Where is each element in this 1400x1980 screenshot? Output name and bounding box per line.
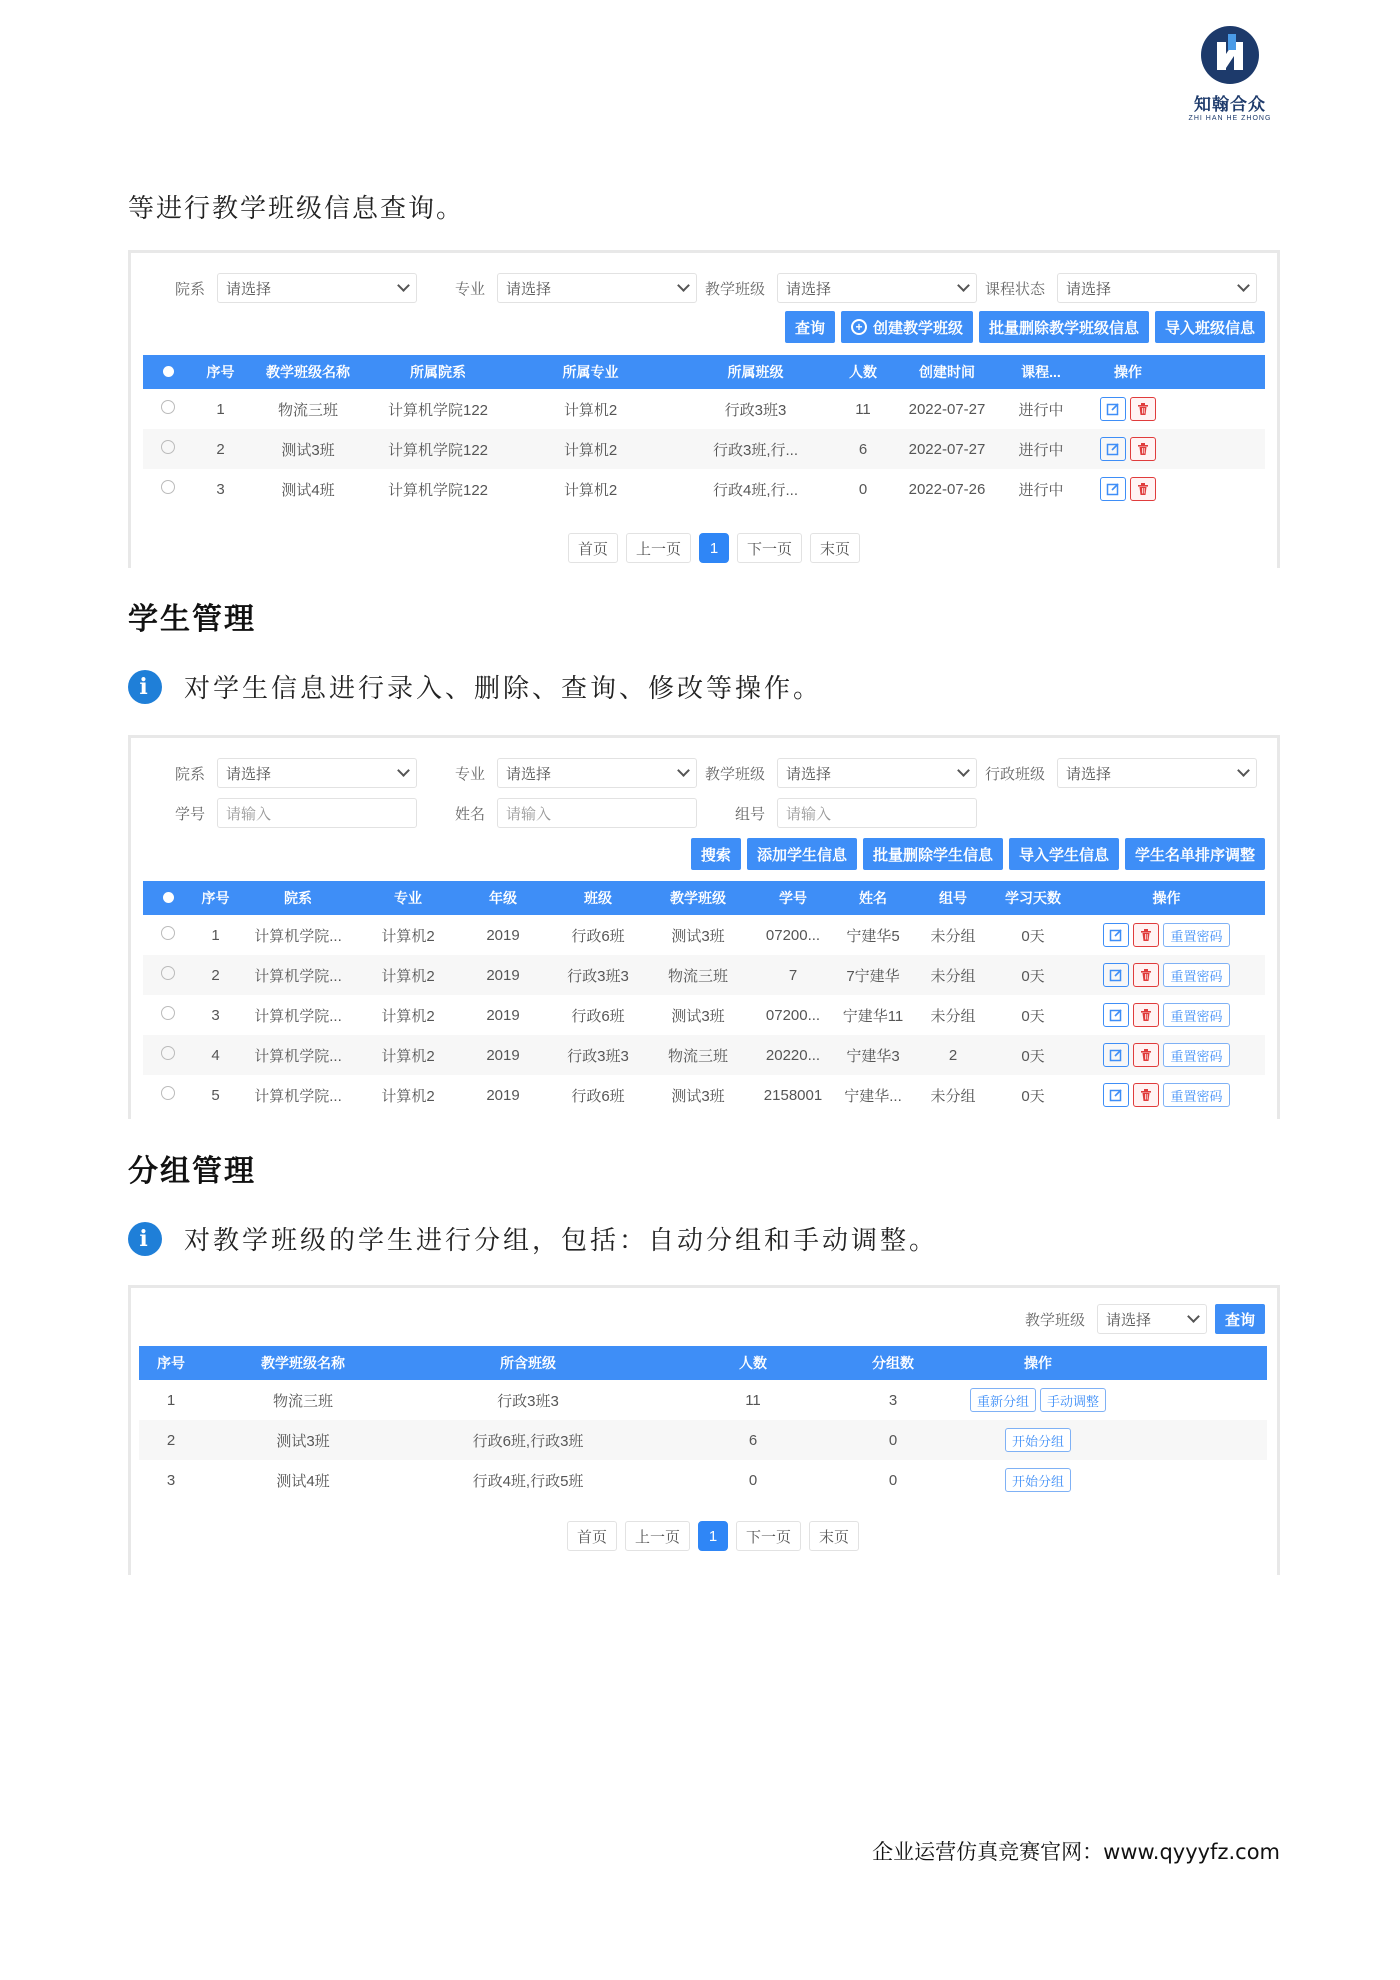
class-query-panel [128,250,1280,568]
student-table-header [143,881,1265,915]
col-header: 教学班级 [670,890,726,906]
row-select-cell [143,966,193,984]
col-header: 学号 [779,890,807,906]
trash-glyph [1139,1008,1153,1022]
department-select-value: 请选择 [226,280,272,298]
row-select-cell [143,1006,193,1024]
delete-icon[interactable] [1130,437,1156,461]
table-row [139,1460,1267,1500]
table-cell: 07200... [765,1006,821,1024]
chevron-down-icon [397,764,410,777]
table-cell: 计算机学院... [254,927,342,945]
table-cell: 3 [166,1471,176,1489]
admin-class-select-value: 请选择 [1066,765,1112,783]
table-cell: 20220... [765,1046,821,1064]
reset-password-button[interactable]: 重置密码 [1163,1043,1229,1067]
logo-name-en: ZHI HAN HE ZHONG [1188,115,1272,122]
table-cell: 计算机学院... [254,1047,342,1065]
row-actions [1068,1043,1265,1067]
table-cell: 未分组 [930,1007,976,1025]
row-actions [1068,1003,1265,1027]
row-select-cell [143,480,193,498]
table-cell: 计算机学院122 [387,481,489,499]
info-icon: i [128,1222,162,1256]
table-cell: 3 [216,480,225,498]
delete-icon[interactable] [1133,1083,1159,1107]
table-cell: 1 [166,1391,176,1409]
table-cell: 11 [855,400,871,418]
class-table-body [143,389,1265,509]
teaching-class-select-value: 请选择 [786,765,832,783]
table-cell: 测试3班 [281,441,335,459]
row-actions [933,1428,1143,1452]
filter-label-major: 专业 [454,280,485,298]
edit-glyph [1109,928,1123,942]
table-cell: 3 [211,1006,220,1024]
table-cell: 未分组 [930,927,976,945]
table-cell: 进行中 [1018,441,1064,459]
table-cell: 2022-07-26 [908,480,986,498]
table-row [143,915,1265,955]
table-cell: 计算机学院... [254,967,342,985]
chevron-down-icon [677,764,690,777]
col-header: 序号 [201,890,230,906]
table-cell: 7宁建华 [846,967,900,985]
admin-class-select[interactable] [1057,758,1257,788]
table-row [143,995,1265,1035]
first-page-button[interactable]: 首页 [567,1521,617,1551]
edit-icon[interactable] [1103,923,1129,947]
edit-icon[interactable] [1103,1083,1129,1107]
table-row [139,1420,1267,1460]
col-header: 教学班级名称 [261,1355,345,1371]
filter-label-admin-class: 行政班级 [984,765,1045,783]
filter-label-department: 院系 [174,280,205,298]
teaching-class-select[interactable] [1097,1304,1207,1334]
col-header: 院系 [284,890,312,906]
table-cell: 宁建华11 [842,1007,904,1025]
select-all-dot[interactable] [143,364,193,380]
table-cell: 测试3班 [671,927,725,945]
group-action-button[interactable]: 开始分组 [1005,1468,1071,1492]
trash-glyph [1139,1048,1153,1062]
table-cell: 2019 [486,1006,520,1024]
table-cell: 行政3班3 [567,967,629,985]
row-actions [1068,963,1265,987]
create-class-label: 创建教学班级 [872,319,963,337]
group-table-body [139,1380,1267,1500]
reset-password-button[interactable]: 重置密码 [1163,1003,1229,1027]
table-cell: 计算机2 [381,1047,435,1065]
col-header: 所属班级 [727,364,784,380]
student-note [128,668,822,705]
student-search-button[interactable]: 搜索 [691,838,741,870]
table-cell: 2 [211,966,220,984]
reset-password-button[interactable]: 重置密码 [1163,963,1229,987]
teaching-class-select-value: 请选择 [1105,1311,1151,1329]
table-cell: 测试3班 [671,1087,725,1105]
edit-glyph [1109,968,1123,982]
table-cell: 2 [948,1046,958,1064]
group-pagination [567,1521,859,1551]
trash-glyph [1139,1088,1153,1102]
student-id-input[interactable]: 请输入 [217,798,417,828]
chevron-down-icon [397,279,410,292]
table-row [143,955,1265,995]
edit-icon[interactable] [1100,437,1126,461]
row-radio[interactable] [161,1086,175,1100]
table-cell: 计算机2 [563,441,618,459]
col-header: 学习天数 [1005,890,1061,906]
major-select[interactable] [497,758,697,788]
row-actions [933,1468,1143,1492]
trash-glyph [1136,402,1150,416]
chevron-down-icon [957,764,970,777]
table-cell: 测试4班 [276,1472,330,1490]
trash-glyph [1136,442,1150,456]
first-page-button[interactable]: 首页 [568,533,618,563]
next-page-button[interactable]: 下一页 [737,533,802,563]
trash-glyph [1139,968,1153,982]
table-cell: 2019 [486,926,520,944]
table-cell: 物流三班 [272,1392,333,1410]
table-cell: 计算机学院122 [387,441,489,459]
row-radio[interactable] [161,400,175,414]
table-cell: 行政6班 [571,1087,625,1105]
table-cell: 计算机学院122 [387,401,489,419]
table-cell: 2 [216,440,225,458]
table-cell: 物流三班 [667,967,728,985]
table-row [143,469,1265,509]
student-panel [128,735,1280,1119]
row-radio[interactable] [161,966,175,980]
chevron-down-icon [677,279,690,292]
table-cell: 2022-07-27 [908,400,986,418]
add-student-button[interactable]: 添加学生信息 [747,838,857,870]
group-action-button[interactable]: 重新分组 [970,1388,1036,1412]
edit-glyph [1109,1008,1123,1022]
table-cell: 0天 [1021,1047,1045,1065]
trash-glyph [1139,928,1153,942]
edit-glyph [1106,442,1120,456]
row-actions [1076,397,1180,421]
table-cell: 2022-07-27 [908,440,986,458]
table-cell: 4 [211,1046,220,1064]
table-cell: 2019 [486,966,520,984]
row-actions [1076,477,1180,501]
table-cell: 宁建华3 [846,1047,900,1065]
col-header: 人数 [849,364,877,380]
table-cell: 6 [858,440,868,458]
col-header: 姓名 [859,890,887,906]
course-status-select-value: 请选择 [1066,280,1112,298]
table-cell: 1 [211,926,220,944]
table-cell: 计算机2 [381,967,435,985]
filter-label-teaching-class: 教学班级 [704,765,765,783]
table-cell: 7 [788,966,798,984]
brand-logo [1182,24,1278,124]
table-row [139,1380,1267,1420]
chevron-down-icon [1237,279,1250,292]
table-cell: 计算机2 [381,1087,435,1105]
row-radio[interactable] [161,926,175,940]
table-cell: 0 [888,1431,898,1449]
table-cell: 行政4班,行... [712,481,798,499]
reset-password-button[interactable]: 重置密码 [1163,923,1229,947]
student-table-body [143,915,1265,1115]
table-cell: 行政3班3 [567,1047,629,1065]
reset-password-button[interactable]: 重置密码 [1163,1083,1229,1107]
table-cell: 0天 [1021,967,1045,985]
edit-icon[interactable] [1103,963,1129,987]
class-query-button[interactable]: 查询 [785,311,835,343]
chevron-down-icon [1237,764,1250,777]
row-select-cell [143,926,193,944]
edit-icon[interactable] [1103,1003,1129,1027]
table-cell: 进行中 [1018,481,1064,499]
class-action-buttons [785,311,1265,343]
table-cell: 测试3班 [276,1432,330,1450]
plus-circle-icon: + [851,319,867,335]
table-cell: 计算机2 [563,481,618,499]
table-cell: 行政3班3 [724,401,787,419]
col-header: 序号 [157,1355,185,1371]
group-note [128,1220,938,1257]
edit-icon[interactable] [1100,397,1126,421]
table-cell: 6 [748,1431,758,1449]
table-cell: 行政6班 [571,927,625,945]
department-select[interactable] [217,758,417,788]
batch-delete-student-button[interactable]: 批量删除学生信息 [863,838,1003,870]
table-row [143,389,1265,429]
col-header: 专业 [394,890,422,906]
table-cell: 2158001 [763,1086,823,1104]
class-filter-row [149,273,1257,303]
col-header: 操作 [1024,1355,1052,1371]
col-header: 组号 [939,890,967,906]
table-cell: 计算机2 [563,401,618,419]
group-section-title: 分组管理 [128,1154,256,1189]
student-section-title: 学生管理 [128,602,256,637]
student-filter-row-1 [149,758,1257,788]
filter-label-course-status: 课程状态 [984,280,1045,298]
group-action-button[interactable]: 手动调整 [1040,1388,1106,1412]
edit-glyph [1106,482,1120,496]
delete-icon[interactable] [1133,1003,1159,1027]
table-cell: 行政3班,行... [712,441,798,459]
table-cell: 07200... [765,926,821,944]
prev-page-button[interactable]: 上一页 [626,533,691,563]
table-cell: 0 [888,1471,898,1489]
import-class-button[interactable]: 导入班级信息 [1155,311,1265,343]
edit-icon[interactable] [1103,1043,1129,1067]
student-table [143,881,1265,1115]
row-actions [1068,923,1265,947]
col-header: 操作 [1114,364,1142,380]
student-note-text: 对学生信息进行录入、删除、查询、修改等操作。 [184,674,823,704]
table-cell: 宁建华... [844,1087,902,1105]
major-select-value: 请选择 [506,765,552,783]
table-cell: 测试3班 [671,1007,725,1025]
table-cell: 2019 [486,1046,520,1064]
table-cell: 计算机学院... [254,1007,342,1025]
table-cell: 物流三班 [667,1047,728,1065]
delete-icon[interactable] [1133,923,1159,947]
info-icon: i [128,670,162,704]
next-page-button[interactable]: 下一页 [736,1521,801,1551]
trash-glyph [1136,482,1150,496]
filter-label-major: 专业 [454,765,485,783]
table-cell: 行政3班3 [497,1392,559,1410]
row-select-cell [143,400,193,418]
col-header: 所属院系 [410,364,466,380]
table-row [143,1075,1265,1115]
table-cell: 0天 [1021,1087,1045,1105]
col-header: 序号 [206,364,235,380]
student-action-buttons [691,838,1265,870]
chevron-down-icon [1187,1310,1200,1323]
edit-icon[interactable] [1100,477,1126,501]
current-page-button[interactable]: 1 [698,1521,728,1551]
name-input[interactable]: 请输入 [497,798,697,828]
filter-label-teaching-class: 教学班级 [704,280,765,298]
table-cell: 11 [745,1391,761,1409]
course-status-select[interactable] [1057,273,1257,303]
row-actions [933,1388,1143,1412]
col-header: 创建时间 [919,364,975,380]
table-cell: 物流三班 [277,401,338,419]
filter-label-teaching-class: 教学班级 [1024,1311,1085,1329]
class-table [143,355,1265,509]
table-cell: 进行中 [1018,401,1064,419]
select-all-dot[interactable] [143,890,193,906]
delete-icon[interactable] [1130,477,1156,501]
last-page-button[interactable]: 末页 [809,1521,859,1551]
group-note-text: 对教学班级的学生进行分组，包括：自动分组和手动调整。 [184,1226,939,1256]
table-cell: 未分组 [930,967,976,985]
student-filter-row-2 [149,798,977,828]
table-cell: 未分组 [930,1087,976,1105]
teaching-class-select[interactable] [777,758,977,788]
col-header: 分组数 [872,1355,914,1371]
last-page-button[interactable]: 末页 [810,533,860,563]
row-actions [1068,1083,1265,1107]
teaching-class-select[interactable] [777,273,977,303]
filter-label-student-id: 学号 [174,805,205,823]
class-pagination [568,533,860,563]
table-cell: 行政6班,行政3班 [472,1432,584,1450]
delete-icon[interactable] [1133,963,1159,987]
batch-delete-class-button[interactable]: 批量删除教学班级信息 [979,311,1149,343]
major-select-value: 请选择 [506,280,552,298]
edit-glyph [1109,1088,1123,1102]
group-no-input[interactable]: 请输入 [777,798,977,828]
col-header: 所属专业 [562,364,619,380]
col-header: 人数 [739,1355,767,1371]
intro-text: 等进行教学班级信息查询。 [128,194,465,224]
delete-icon[interactable] [1130,397,1156,421]
footer-website: 企业运营仿真竞赛官网：www.qyyyfz.com [872,1840,1280,1864]
row-select-cell [143,440,193,458]
table-cell: 0 [748,1471,758,1489]
table-cell: 计算机2 [381,927,435,945]
logo-name-cn: 知翰合众 [1194,95,1266,115]
table-cell: 计算机学院... [254,1087,342,1105]
logo-mark-icon [1199,24,1261,86]
group-query-button[interactable]: 查询 [1215,1304,1265,1334]
row-radio[interactable] [161,480,175,494]
table-cell: 5 [211,1086,220,1104]
class-table-header [143,355,1265,389]
col-header: 课程... [1021,364,1061,380]
table-cell: 2019 [486,1086,520,1104]
row-select-cell [143,1046,193,1064]
table-row [143,429,1265,469]
table-cell: 行政4班,行政5班 [472,1472,584,1490]
filter-label-group-no: 组号 [734,805,765,823]
reorder-student-button[interactable]: 学生名单排序调整 [1125,838,1265,870]
group-panel [128,1285,1280,1575]
table-cell: 1 [216,400,225,418]
row-select-cell [143,1086,193,1104]
edit-glyph [1109,1048,1123,1062]
table-cell: 计算机2 [381,1007,435,1025]
filter-label-name: 姓名 [454,805,485,823]
major-select[interactable] [497,273,697,303]
table-cell: 3 [888,1391,898,1409]
create-class-button[interactable] [841,311,973,343]
prev-page-button[interactable]: 上一页 [625,1521,690,1551]
table-cell: 宁建华5 [846,927,900,945]
table-cell: 行政6班 [571,1007,625,1025]
table-cell: 0 [858,480,868,498]
col-header: 所含班级 [500,1355,556,1371]
row-actions [1076,437,1180,461]
teaching-class-select-value: 请选择 [786,280,832,298]
col-header: 教学班级名称 [266,364,350,380]
department-select[interactable] [217,273,417,303]
edit-glyph [1106,402,1120,416]
row-radio[interactable] [161,1006,175,1020]
import-student-button[interactable]: 导入学生信息 [1009,838,1119,870]
chevron-down-icon [957,279,970,292]
group-table [139,1346,1267,1500]
col-header: 操作 [1152,890,1181,906]
group-action-button[interactable]: 开始分组 [1005,1428,1071,1452]
current-page-button[interactable]: 1 [699,533,729,563]
delete-icon[interactable] [1133,1043,1159,1067]
filter-label-department: 院系 [174,765,205,783]
table-cell: 测试4班 [281,481,335,499]
table-cell: 0天 [1021,1007,1045,1025]
col-header: 班级 [584,890,612,906]
table-row [143,1035,1265,1075]
department-select-value: 请选择 [226,765,272,783]
group-table-header [139,1346,1267,1380]
table-cell: 2 [166,1431,176,1449]
row-radio[interactable] [161,1046,175,1060]
row-radio[interactable] [161,440,175,454]
table-cell: 0天 [1021,927,1045,945]
group-filter-row [1017,1304,1265,1334]
col-header: 年级 [489,890,517,906]
